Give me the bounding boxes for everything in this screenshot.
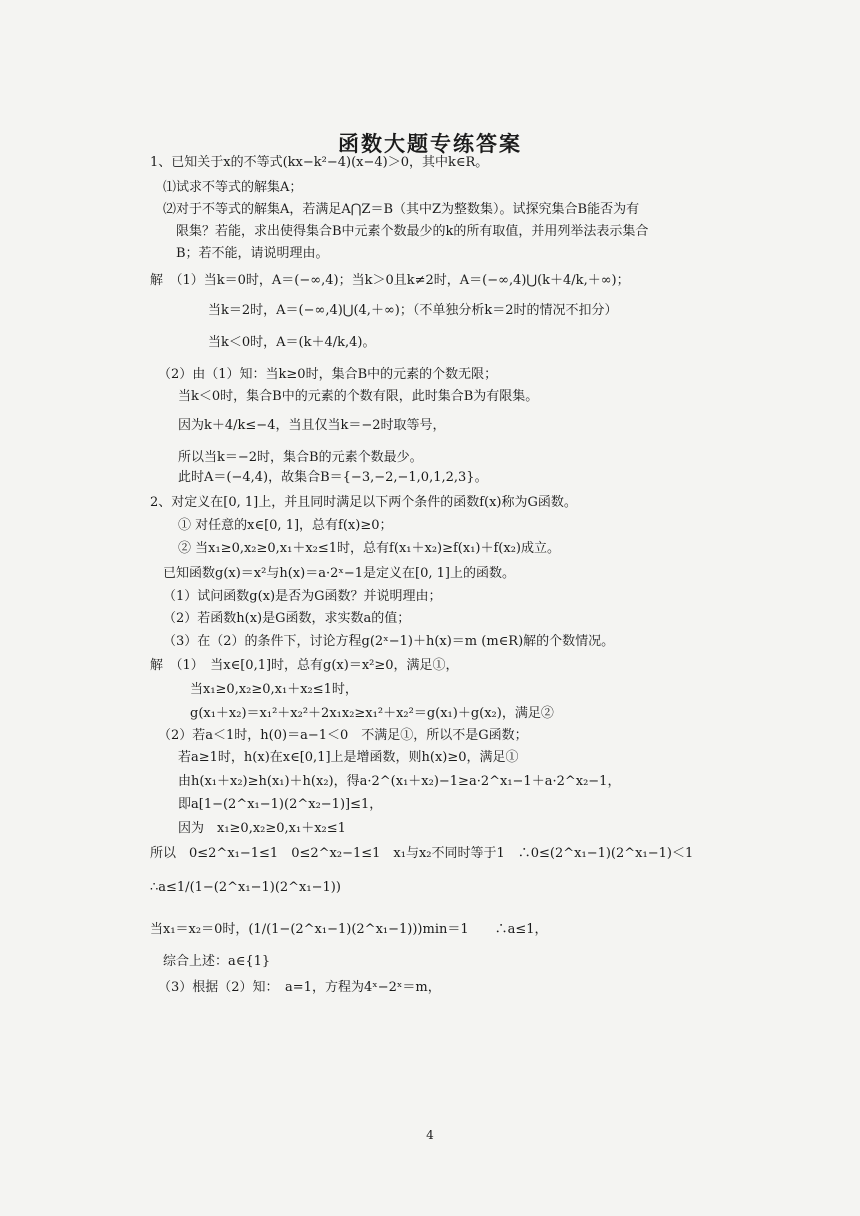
page-title: 函数大题专练答案 <box>338 132 522 156</box>
q1-part2-line1: ⑵对于不等式的解集A，若满足A⋂Z＝B（其中Z为整数集）。试探究集合B能否为有 <box>163 202 640 217</box>
q2-solution-line2: 当x₁≥0,x₂≥0,x₁＋x₂≤1时， <box>190 682 358 697</box>
q2-part2: （2）若函数h(x)是G函数，求实数a的值； <box>163 611 411 626</box>
q1-solution-part2-line5: 此时A＝(−4,4)，故集合B＝{−3,−2,−1,0,1,2,3}。 <box>178 470 488 485</box>
q1-statement: 1、已知关于x的不等式(kx−k²−4)(x−4)＞0，其中k∈R。 <box>150 155 489 170</box>
q2-solution-part2-line7: ∴a≤1/(1−(2^x₁−1)(2^x₁−1)) <box>150 880 341 895</box>
q2-solution-line1: 解 （1） 当x∈[0,1]时，总有g(x)＝x²≥0，满足①， <box>150 658 459 673</box>
q2-solution-part2-line3: 由h(x₁＋x₂)≥h(x₁)＋h(x₂)，得a·2^(x₁＋x₂)−1≥a·2^x₁−1＋a·2^x₂−1， <box>178 774 621 789</box>
q2-given: 已知函数g(x)＝x²与h(x)＝a·2ˣ−1是定义在[0, 1]上的函数。 <box>163 566 515 581</box>
q2-solution-part2-line8: 当x₁＝x₂＝0时，(1/(1−(2^x₁−1)(2^x₁−1)))min＝1 ∴a≤1， <box>150 922 548 937</box>
q2-solution-part2-line2: 若a≥1时，h(x)在x∈[0,1]上是增函数，则h(x)≥0，满足① <box>178 750 519 765</box>
q2-part3: （3）在（2）的条件下，讨论方程g(2ˣ−1)＋h(x)＝m (m∈R)解的个数情况。 <box>163 634 615 649</box>
q2-part1: （1）试问函数g(x)是否为G函数？并说明理由； <box>163 589 442 604</box>
q1-solution-line2: 当k＝2时，A＝(−∞,4)⋃(4,＋∞)；（不单独分析k＝2时的情况不扣分） <box>208 303 618 318</box>
q1-part2-line2: 限集？若能，求出使得集合B中元素个数最少的k的所有取值，并用列举法表示集合 <box>176 224 649 239</box>
q1-solution-part2-line3: 因为k＋4/k≤−4，当且仅当k＝−2时取等号， <box>178 418 446 433</box>
q1-solution-line3: 当k＜0时，A＝(k＋4/k,4)。 <box>208 335 376 350</box>
q2-solution-part2-conclusion: 综合上述：a∈{1} <box>163 954 271 969</box>
q1-solution-part2-line2: 当k＜0时，集合B中的元素的个数有限，此时集合B为有限集。 <box>178 389 539 404</box>
q2-solution-part2-line1: （2）若a＜1时，h(0)＝a−1＜0 不满足①，所以不是G函数； <box>158 728 528 743</box>
q2-solution-part3-line1: （3）根据（2）知： a=1，方程为4ˣ−2ˣ＝m， <box>158 980 441 995</box>
q2-solution-part2-line4: 即a[1−(2^x₁−1)(2^x₂−1)]≤1， <box>178 797 383 812</box>
page-number: 4 <box>426 1128 434 1142</box>
q2-statement: 2、对定义在[0, 1]上，并且同时满足以下两个条件的函数f(x)称为G函数。 <box>150 495 577 510</box>
q2-solution-part2-line5: 因为 x₁≥0,x₂≥0,x₁＋x₂≤1 <box>178 821 346 836</box>
q2-condition1: ① 对任意的x∈[0, 1]，总有f(x)≥0； <box>178 518 393 533</box>
q2-solution-part2-line6: 所以 0≤2^x₁−1≤1 0≤2^x₂−1≤1 x₁与x₂不同时等于1 ∴0≤(2^x₁−1)(2^x₁−1)＜1 <box>150 846 694 861</box>
q1-solution-line1: 解 （1）当k＝0时，A＝(−∞,4)；当k＞0且k≠2时，A＝(−∞,4)⋃(k＋4/k,＋∞)； <box>150 273 630 288</box>
q2-condition2: ② 当x₁≥0,x₂≥0,x₁＋x₂≤1时，总有f(x₁＋x₂)≥f(x₁)＋f(x₂)成立。 <box>178 541 560 556</box>
q1-solution-part2-line4: 所以当k＝−2时，集合B的元素个数最少。 <box>178 450 423 465</box>
q1-part1: ⑴试求不等式的解集A； <box>163 180 303 195</box>
q2-solution-line3: g(x₁＋x₂)＝x₁²＋x₂²＋2x₁x₂≥x₁²＋x₂²＝g(x₁)＋g(x₂)，满足② <box>190 706 554 721</box>
q1-part2-line3: B；若不能，请说明理由。 <box>176 246 329 261</box>
q1-solution-part2-line1: （2）由（1）知：当k≥0时，集合B中的元素的个数无限； <box>158 367 498 382</box>
